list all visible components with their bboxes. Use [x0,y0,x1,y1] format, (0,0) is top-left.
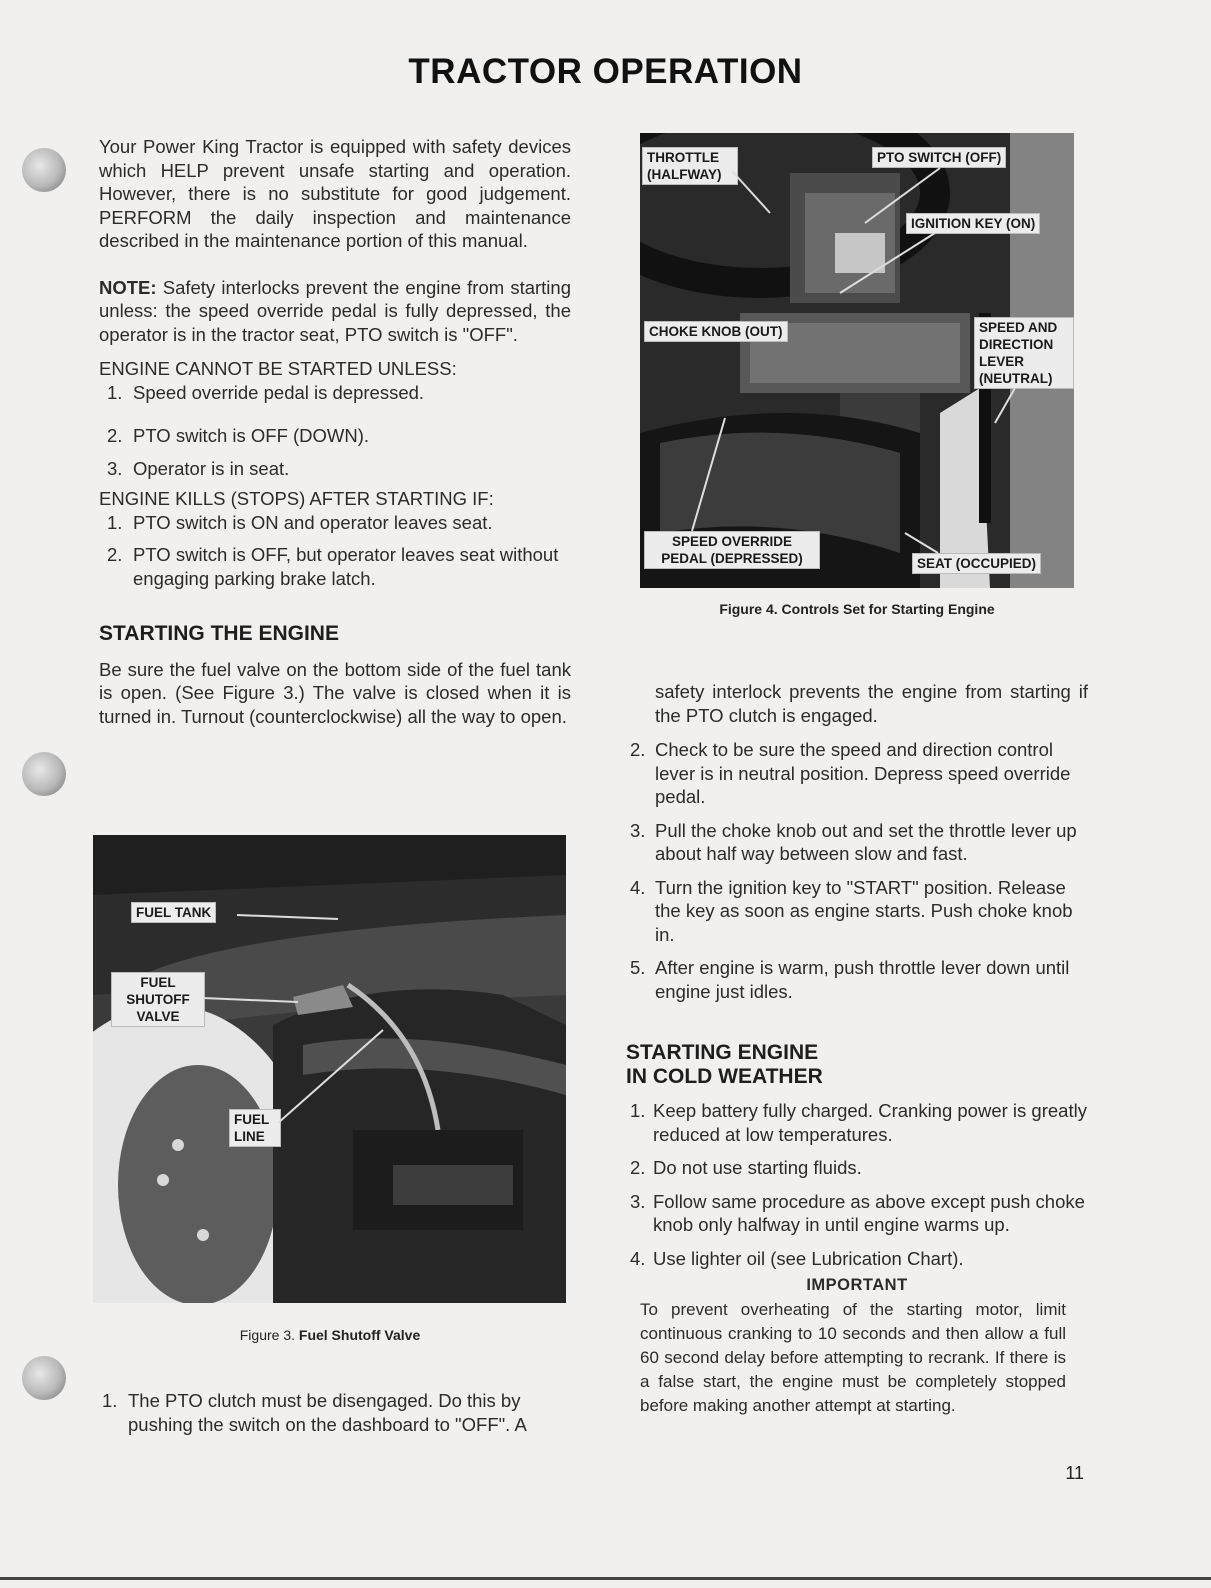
cannot-start-list [99,381,571,481]
page-number: 11 [1065,1463,1084,1483]
list-item: 1. PTO switch is ON and operator leaves seat. [107,511,493,533]
label-fuel-line: FUEL LINE [229,1109,281,1147]
important-paragraph: To prevent overheating of the starting motor, limit continuous cranking to 10 seconds and then allow a full 60 second delay before attempting to recrank. If there is a false start, the engine must be completely stopped before making another attempt at starting. [640,1299,1066,1415]
list-item: 1. Speed override pedal is depressed. [107,381,425,403]
cold-weather-heading: STARTING ENGINE IN COLD WEATHER [626,1041,823,1088]
page-title: TRACTOR OPERATION [408,52,803,91]
label-throttle: THROTTLE (HALFWAY) [642,147,738,185]
label-fuel-shutoff-valve: FUEL SHUTOFF VALVE [111,972,205,1027]
step-1-continued: safety interlock prevents the engine from starting if the PTO clutch is engaged. [655,681,1088,726]
label-pto-switch: PTO SWITCH (OFF) [872,147,1006,168]
list-item: 4. Use lighter oil (see Lubrication Chart). [630,1247,964,1269]
figure-4-photo [640,133,1074,588]
note-text: Safety interlocks prevent the engine from starting unless: the speed override pedal is fully depressed, the operator is in the tractor seat, PTO switch is "OFF". [99,276,571,345]
starting-engine-heading: STARTING THE ENGINE [99,622,339,645]
starting-engine-paragraph: Be sure the fuel valve on the bottom side of the fuel tank is open. (See Figure 3.) The valve is closed when it is turned in. Turnout (counterclockwise) all the way to open. [99,658,571,727]
label-speed-override-pedal: SPEED OVERRIDE PEDAL (DEPRESSED) [644,531,820,569]
note-label: NOTE: [99,276,157,298]
list-item: 3. Operator is in seat. [107,457,290,479]
binder-hole-top [22,148,66,192]
list-item: 3. Pull the choke knob out and set the throttle lever up about half way between slow and fast. [630,819,1077,864]
cold-weather-list [626,1099,1088,1270]
kills-list [99,511,571,591]
binder-hole-middle [22,752,66,796]
starting-steps-list [626,738,1088,1003]
binder-hole-bottom [22,1356,66,1400]
figure-3-photo [93,835,566,1303]
list-item: 2. Check to be sure the speed and direction control lever is in neutral position. Depress speed override pedal. [630,739,1071,807]
figure-3-caption: Figure 3. Fuel Shutoff Valve [239,1327,421,1343]
kills-heading: ENGINE KILLS (STOPS) AFTER STARTING IF: [99,488,494,509]
important-heading: IMPORTANT [806,1276,908,1294]
left-step-1 [99,1389,561,1436]
intro-paragraph: Your Power King Tractor is equipped with safety devices which HELP prevent unsafe starting and operation. However, there is no substitute for good judgement. PERFORM the daily inspection and maintenance described in the maintenance portion of this manual. [99,136,571,251]
figure-4-leader-lines [640,133,1074,588]
list-item: 2. PTO switch is OFF, but operator leaves seat without engaging parking brake latch. [107,544,559,589]
figure-4-caption: Figure 4. Controls Set for Starting Engine [719,601,995,617]
list-item: 5. After engine is warm, push throttle lever down until engine just idles. [630,957,1070,1002]
list-item: 1. The PTO clutch must be disengaged. Do this by pushing the switch on the dashboard to "OFF". A [102,1390,527,1435]
label-speed-direction-lever: SPEED AND DIRECTION LEVER (NEUTRAL) [974,317,1074,389]
list-item: 2. PTO switch is OFF (DOWN). [107,425,370,446]
list-item: 3. Follow same procedure as above except push choke knob only halfway in until engine warms up. [630,1190,1085,1235]
note-paragraph [99,276,571,347]
list-item: 2. Do not use starting fluids. [630,1157,862,1178]
label-seat: SEAT (OCCUPIED) [912,553,1041,574]
left-column [99,135,571,728]
right-column [626,680,1088,1418]
label-ignition-key: IGNITION KEY (ON) [906,213,1040,234]
cannot-start-heading: ENGINE CANNOT BE STARTED UNLESS: [99,358,457,379]
label-fuel-tank: FUEL TANK [131,902,216,923]
list-item: 1. Keep battery fully charged. Cranking power is greatly reduced at low temperatures. [630,1100,1087,1145]
label-choke-knob: CHOKE KNOB (OUT) [644,321,788,342]
figure-3-leader-lines [93,835,566,1303]
bottom-rule [0,1577,1211,1580]
list-item: 4. Turn the ignition key to "START" position. Release the key as soon as engine starts. Push choke knob in. [630,876,1073,945]
